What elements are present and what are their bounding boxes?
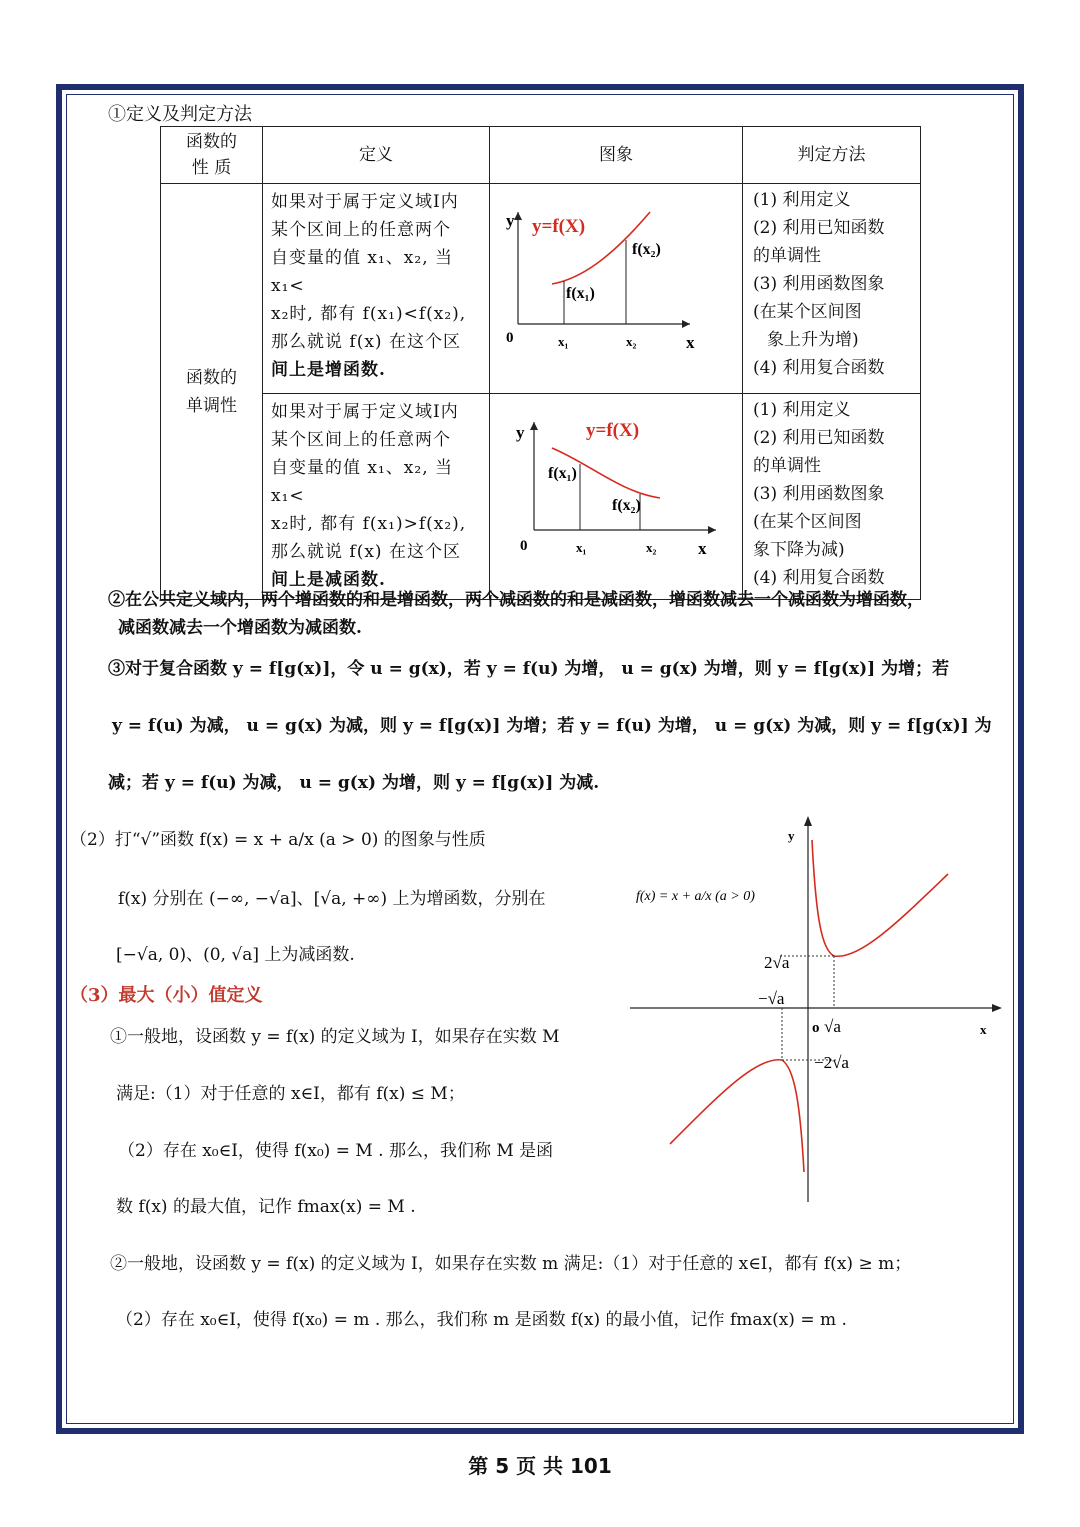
- x-label: x: [686, 333, 695, 352]
- method-line: (2) 利用已知函数: [753, 218, 885, 238]
- definition-line: 那么就说 f(x) 在这个区: [271, 332, 461, 352]
- max-def-line3: （2）存在 x₀∈I，使得 f(x₀) = M . 那么，我们称 M 是函: [118, 1141, 554, 1161]
- y-label: y: [788, 828, 795, 843]
- definition-increasing: [263, 184, 490, 394]
- method-increasing: [743, 184, 921, 394]
- label-2-sqrt-a: 2√a: [764, 953, 790, 972]
- max-def-line2: 满足:（1）对于任意的 x∈I，都有 f(x) ≤ M；: [116, 1084, 465, 1104]
- para2-line1: ②在公共定义域内，两个增函数的和是增函数，两个减函数的和是减函数，增函数减去一个减函数为增函数，: [108, 590, 924, 610]
- hook-title: （2）打“√”函数 f(x) = x + a/x (a > 0) 的图象与性质: [70, 830, 486, 850]
- method-line: (2) 利用已知函数: [753, 428, 885, 448]
- para3-line3: 减；若 y = f(u) 为减， u = g(x) 为增，则 y = f[g(x)] 为减.: [108, 773, 600, 793]
- y-label: y: [516, 423, 525, 442]
- definition-line: 如果对于属于定义域I内: [271, 402, 459, 422]
- x-label: x: [980, 1022, 987, 1037]
- graph-increasing-cell: [490, 184, 743, 394]
- para2-line2: 减函数减去一个增函数为减函数.: [118, 618, 362, 638]
- property-monotonicity: 函数的 单调性: [161, 184, 263, 600]
- x1-label: x₁: [576, 540, 587, 555]
- p1-label: f(x₁): [566, 285, 595, 302]
- monotonicity-table: [160, 126, 921, 600]
- x-axis-arrow-icon: [992, 1004, 1002, 1012]
- origin-label: 0: [520, 538, 528, 554]
- definition-decreasing: [263, 394, 490, 600]
- method-line: (4) 利用复合函数: [753, 568, 885, 588]
- method-line: 象下降为减): [753, 540, 845, 560]
- origin-label: o: [812, 1020, 820, 1036]
- method-line: (3) 利用函数图象: [753, 274, 885, 294]
- origin-label: 0: [506, 330, 514, 346]
- definition-line: x₂时, 都有 f(x₁)<f(x₂),: [271, 304, 467, 324]
- decreasing-graph: [490, 394, 742, 590]
- hook-function-graph: [620, 810, 1012, 1210]
- method-line: (1) 利用定义: [753, 190, 851, 210]
- formula-label: f(x) = x + a/x (a > 0): [636, 889, 755, 904]
- increasing-graph: [490, 184, 742, 384]
- label-sqrt-a: √a: [824, 1017, 841, 1036]
- max-def-line1: ①一般地，设函数 y = f(x) 的定义域为 I，如果存在实数 M: [110, 1027, 560, 1047]
- min-def-line2: （2）存在 x₀∈I，使得 f(x₀) = m . 那么，我们称 m 是函数 f(x) 的最小值，记作 fmax(x) = m .: [116, 1310, 847, 1330]
- max-def-line4: 数 f(x) 的最大值，记作 fmax(x) = M .: [116, 1197, 416, 1217]
- method-line: (3) 利用函数图象: [753, 484, 885, 504]
- y-axis-arrow-icon: [514, 212, 522, 220]
- curve-negative-branch: [670, 1060, 804, 1172]
- para3-line1: ③对于复合函数 y = f[g(x)]，令 u = g(x)，若 y = f(u) 为增， u = g(x) 为增，则 y = f[g(x)] 为增；若: [108, 659, 950, 679]
- method-line: (4) 利用复合函数: [753, 358, 885, 378]
- definition-line: 那么就说 f(x) 在这个区: [271, 542, 461, 562]
- p1-label: f(x₁): [548, 465, 577, 482]
- definition-line: 如果对于属于定义域I内: [271, 192, 459, 212]
- header-definition: 定义: [263, 127, 490, 184]
- method-line: (在某个区间图: [753, 512, 862, 532]
- definition-line: 自变量的值 x₁、x₂, 当 x₁<: [271, 458, 454, 506]
- curve-positive-branch: [812, 840, 948, 956]
- x-axis-arrow-icon: [682, 320, 690, 328]
- page-number: 第 5 页 共 101: [468, 1454, 612, 1478]
- label-neg-sqrt-a: −√a: [758, 989, 785, 1008]
- definition-line: 间上是增函数.: [271, 360, 386, 380]
- graph-decreasing-cell: [490, 394, 743, 600]
- method-line: 的单调性: [753, 456, 821, 476]
- method-line: (在某个区间图: [753, 302, 862, 322]
- y-axis-arrow-icon: [804, 816, 812, 826]
- definition-line: 间上是减函数.: [271, 570, 386, 590]
- label-neg-2-sqrt-a: −2√a: [814, 1053, 849, 1072]
- x1-label: x₁: [558, 334, 569, 349]
- func-label: y=f(X): [586, 420, 640, 441]
- method-decreasing: [743, 394, 921, 600]
- section1-heading: ①定义及判定方法: [108, 104, 252, 125]
- x-label: x: [698, 539, 707, 558]
- y-label: y: [506, 211, 515, 230]
- x-axis-arrow-icon: [708, 526, 716, 534]
- header-method: 判定方法: [743, 127, 921, 184]
- definition-line: 自变量的值 x₁、x₂, 当 x₁<: [271, 248, 454, 296]
- x2-label: x₂: [626, 334, 637, 349]
- y-axis-arrow-icon: [530, 422, 538, 430]
- method-line: 象上升为增): [767, 330, 859, 350]
- func-label: y=f(X): [532, 216, 586, 237]
- hook-line2: [−√a, 0)、(0, √a] 上为减函数.: [116, 945, 355, 965]
- method-line: 的单调性: [753, 246, 821, 266]
- p2-label: f(x₂): [612, 497, 641, 514]
- x2-label: x₂: [646, 540, 657, 555]
- hook-line1: f(x) 分别在 (−∞, −√a]、[√a, +∞) 上为增函数，分别在: [118, 889, 546, 909]
- definition-line: 某个区间上的任意两个: [271, 430, 451, 450]
- definition-line: 某个区间上的任意两个: [271, 220, 451, 240]
- header-graph: 图象: [490, 127, 743, 184]
- header-property: 函数的 性 质: [161, 127, 263, 184]
- min-def-line1: ②一般地，设函数 y = f(x) 的定义域为 I，如果存在实数 m 满足:（1）对于任意的 x∈I，都有 f(x) ≥ m；: [110, 1254, 912, 1274]
- method-line: (1) 利用定义: [753, 400, 851, 420]
- definition-line: x₂时, 都有 f(x₁)>f(x₂),: [271, 514, 467, 534]
- section3-heading: （3）最大（小）值定义: [70, 985, 263, 1006]
- p2-label: f(x₂): [632, 241, 661, 258]
- para3-line2: y = f(u) 为减， u = g(x) 为减，则 y = f[g(x)] 为增；若 y = f(u) 为增， u = g(x) 为减，则 y = f[g(x)] 为: [112, 716, 992, 736]
